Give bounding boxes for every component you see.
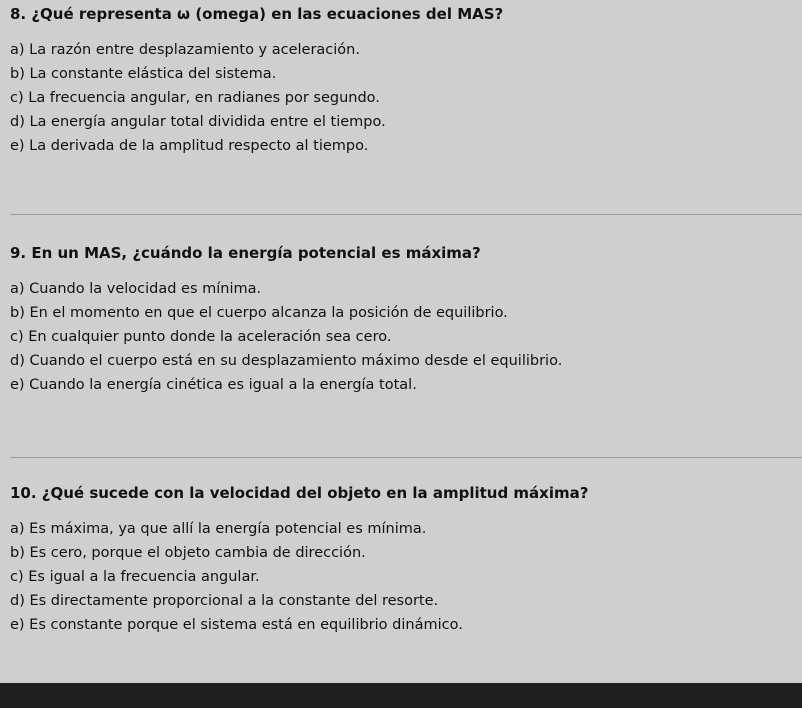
bottom-bar	[0, 683, 802, 708]
question-text: 8. ¿Qué representa ω (omega) en las ecuaciones del MAS?	[10, 5, 504, 23]
option-b: b) En el momento en que el cuerpo alcanza la posición de equilibrio.	[10, 305, 508, 321]
option-e: e) Es constante porque el sistema está en equilibrio dinámico.	[10, 617, 463, 633]
option-d: d) Es directamente proporcional a la constante del resorte.	[10, 593, 439, 609]
option-c: c) Es igual a la frecuencia angular.	[10, 569, 260, 585]
option-e: e) Cuando la energía cinética es igual a la energía total.	[10, 377, 417, 393]
question-9	[10, 243, 802, 399]
option-b: b) La constante elástica del sistema.	[10, 66, 277, 82]
option-a: a) La razón entre desplazamiento y aceleración.	[10, 42, 360, 58]
options-list	[10, 40, 802, 160]
option-d: d) La energía angular total dividida entre el tiempo.	[10, 114, 386, 130]
option-c: c) La frecuencia angular, en radianes por segundo.	[10, 90, 380, 106]
question-text: 9. En un MAS, ¿cuándo la energía potencial es máxima?	[10, 244, 481, 262]
question-text: 10. ¿Qué sucede con la velocidad del objeto en la amplitud máxima?	[10, 484, 589, 502]
question-8	[10, 4, 802, 160]
question-10	[10, 483, 802, 639]
divider	[10, 214, 802, 215]
options-list	[10, 279, 802, 399]
option-c: c) En cualquier punto donde la aceleración sea cero.	[10, 329, 392, 345]
option-a: a) Es máxima, ya que allí la energía potencial es mínima.	[10, 521, 427, 537]
option-a: a) Cuando la velocidad es mínima.	[10, 281, 262, 297]
options-list	[10, 519, 802, 639]
divider	[10, 457, 802, 458]
option-e: e) La derivada de la amplitud respecto al tiempo.	[10, 138, 369, 154]
option-b: b) Es cero, porque el objeto cambia de dirección.	[10, 545, 366, 561]
option-d: d) Cuando el cuerpo está en su desplazamiento máximo desde el equilibrio.	[10, 353, 563, 369]
